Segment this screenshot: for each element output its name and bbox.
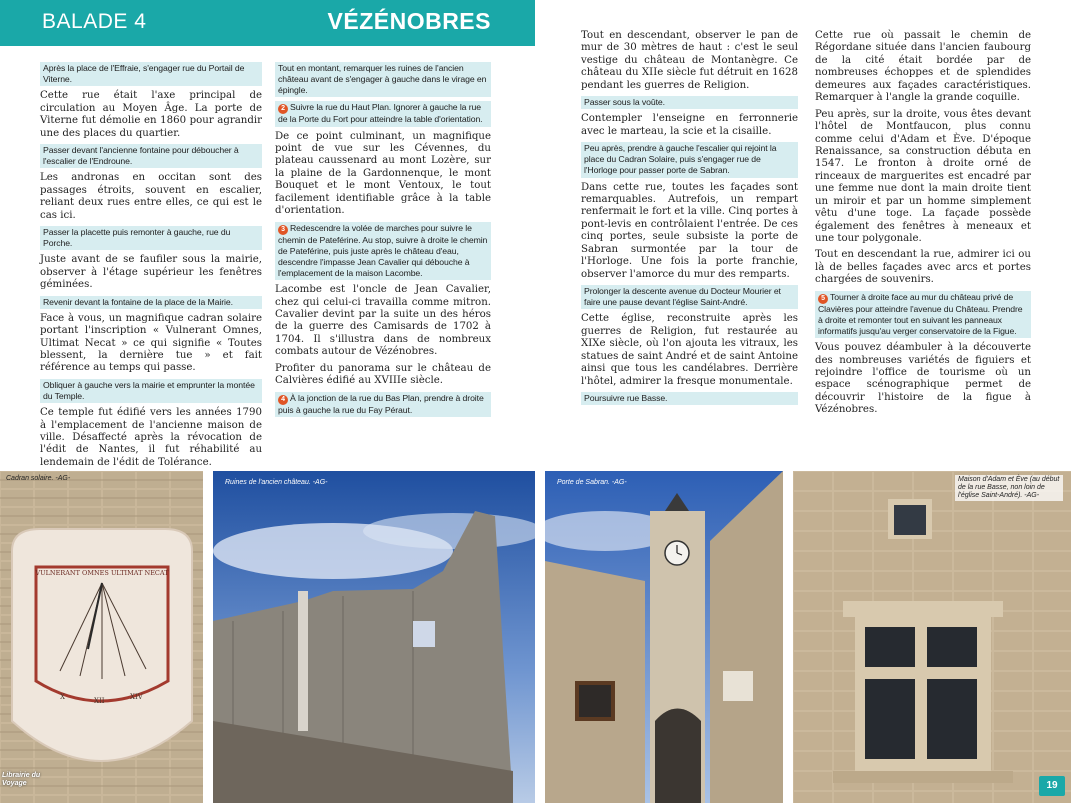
step-number-marker: 3 [278,225,288,235]
route-instruction [275,101,491,126]
description-paragraph [275,131,491,218]
block-text: Tout en descendant la rue, admirer ici ou là de belles façades avec arcs et portes chargées de souvenirs. [815,249,1031,286]
block-text: Suivre la rue du Haut Plan. Ignorer à gauche la rue de la Porte du Fort pour atteindre la table d'orientation. [278,102,483,125]
block-text: Passer devant l'ancienne fontaine pour déboucher à l'escalier de l'Endroune. [43,145,239,167]
route-instruction [40,296,262,309]
block-text: De ce point culminant, un magnifique point de vue sur les Cévennes, du plateau caussenard au mont Lozère, sur la plaine de la Gardonnenque, le mont Bouquet et le mont Ventoux, le tout facilement identifiable grâce à la table d'orientation. [275,130,491,217]
photo-caption: Ruines de l'ancien château. -AG- [225,479,328,486]
block-text: Passer sous la voûte. [584,97,665,108]
description-paragraph [40,313,262,375]
photo-maison-adam-eve [793,471,1071,803]
route-instruction [581,96,798,109]
text-column-1 [40,62,262,473]
photo-caption: Maison d'Adam et Ève (au début de la rue Basse, non loin de l'église Saint-André). -AG- [955,475,1063,501]
block-text: Lacombe est l'oncle de Jean Cavalier, chez qui celui-ci travailla comme mitron. Cavalier devint par la suite un des héros de la guerre des Camisards de 1702 à 1704. Il s'illustra dans de nombreux combats autour de Vézénobres. [275,284,491,358]
block-text: Cette rue était l'axe principal de circulation au Moyen Âge. La porte de Viterne fut démolie en 1860 pour agrandir une des places du quartier. [40,90,262,139]
sundial-numeral-center: XII [94,697,105,705]
text-column-4 [815,30,1031,421]
block-text: Juste avant de se faufiler sous la mairie, observer à l'étage supérieur les fenêtres géminées. [40,254,262,291]
block-text: À la jonction de la rue du Bas Plan, prendre à droite puis à gauche la rue du Fay Péraut. [278,392,484,415]
block-text: Profiter du panorama sur le château de Calvières édifié au XVIIIe siècle. [275,362,491,387]
page-header [0,0,535,46]
block-text: Redescendre la volée de marches pour suivre le chemin de Pateférine. Au stop, suivre à droite le chemin de Pateférine, puis juste après le château d'eau, descendre l'impasse Jean Cavalier qui débouche à l'emplacement de la maison Lacombe. [278,222,488,278]
route-instruction [581,392,798,405]
step-number-marker: 5 [818,294,828,304]
route-instruction [581,142,798,177]
place-title: VÉZÉNOBRES [327,8,491,34]
description-paragraph [815,30,1031,105]
block-text: Vous pouvez déambuler à la découverte des nombreuses variétés de figuiers et rejoindre l'office de tourisme où un espace scénographique permet de découvrir l'histoire de la figue à Vézénobres. [815,342,1031,416]
photo-porte-sabran [545,471,783,803]
block-text: Prolonger la descente avenue du Docteur Mourier et faire une pause devant l'église Saint-André. [584,286,781,308]
page-number: 19 [1039,776,1065,796]
block-text: Obliquer à gauche vers la mairie et emprunter la montée du Temple. [43,379,255,401]
route-instruction [275,392,491,417]
description-paragraph [581,182,798,282]
description-paragraph [40,407,262,469]
description-paragraph [581,30,798,92]
text-column-3 [581,30,798,409]
route-instruction [40,379,262,403]
block-text: Dans cette rue, toutes les façades sont remarquables. Autrefois, un rempart renfermait le fort et la ville. Cinq portes à pont-levis en contrôlaient l'entrée. De ces cinq portes, seule subsiste la porte de Sabran surmontée par la tour de l'Horloge. Une fois la porte franchie, observer l'amorce du mur des remparts. [581,181,798,280]
photo-caption: Porte de Sabran. -AG- [557,479,627,486]
block-text: Contempler l'enseigne en ferronnerie avec le marteau, la scie et la cisaille. [581,113,798,137]
description-paragraph [815,342,1031,417]
step-number-marker: 4 [278,395,288,405]
block-text: Ce temple fut édifié vers les années 1790 à l'emplacement de l'ancienne maison de ville. Désaffecté après la révocation de l'édit de Nantes, il fut réhabilité au lendemain de l'édit de Tolérance. [40,407,262,468]
route-instruction [581,285,798,309]
photo-caption: Cadran solaire. -AG- [6,475,71,482]
route-instruction [40,62,262,86]
text-column-2 [275,62,491,421]
publisher-logo: Librairie du Voyage [2,772,41,787]
block-text: Tourner à droite face au mur du château privé de Clavières pour atteindre l'avenue du Château. Prendre à droite et remonter tout en suivant les panneaux informatifs jusqu'au verger conservatoire de la Figue. [818,291,1023,336]
block-text: Tout en descendant, observer le pan de mur de 30 mètres de haut : c'est le seul vestige du château de Montanègre. Ce château du XIIe siècle fut détruit en 1628 pendant les guerres de Religion. [581,30,798,91]
block-text: Poursuivre rue Basse. [584,392,668,403]
block-text: Tout en montant, remarquer les ruines de l'ancien château avant de s'engager à gauche dans le virage en épingle. [278,63,487,96]
block-text: Les andronas en occitan sont des passages étroits, souvent en escalier, reliant deux rues entre elles, ce qui est le cas ici. [40,172,262,221]
block-text: Face à vous, un magnifique cadran solaire portant l'inscription « Vulnerant Omnes, Ultimat Necat » ce qui signifie « Toutes blessent, la dernière tue » et fait référence au temps qui passe. [40,312,262,374]
description-paragraph [40,90,262,140]
block-text: Cette église, reconstruite après les guerres de Religion, fut restaurée au XIXe siècle, où l'on ajouta les vitraux, les statues de saint André et de saint Antoine ainsi que tous les candélabres. Derrière l'hôtel, admirer la fresque monumentale. [581,313,798,387]
description-paragraph [815,249,1031,286]
block-text: Cette rue où passait le chemin de Régordane située dans l'ancien faubourg de la cité était bordée par de nombreuses échoppes et de splendides demeures aux façades caractéristiques. Remarquer à l'angle la grande coquille. [815,30,1031,104]
description-paragraph [581,113,798,138]
description-paragraph [40,172,262,222]
balade-label: BALADE 4 [42,10,147,33]
description-paragraph [581,313,798,388]
sundial-inscription: VULNERANT OMNES ULTIMAT NECAT [35,569,169,577]
route-instruction [275,222,491,281]
block-text: Passer la placette puis remonter à gauche, rue du Porche. [43,227,231,249]
sundial-numeral-left: X [60,693,65,701]
description-paragraph [275,363,491,388]
route-instruction [40,226,262,250]
route-instruction [40,144,262,168]
photo-castle-ruins [213,471,535,803]
block-text: Peu après, prendre à gauche l'escalier qui rejoint la place du Cadran Solaire, puis s'engager rue de l'Horloge pour passer porte de Sabran. [584,143,777,176]
description-paragraph [40,254,262,291]
description-paragraph [275,284,491,359]
sundial-numeral-right: XIV [130,693,143,701]
block-text: Revenir devant la fontaine de la place de la Mairie. [43,296,233,307]
route-instruction [275,62,491,97]
block-text: Après la place de l'Effraie, s'engager rue du Portail de Viterne. [43,63,245,85]
step-number-marker: 2 [278,104,288,114]
photo-sundial [0,471,203,803]
block-text: Peu après, sur la droite, vous êtes devant l'hôtel de Montfaucon, plus connu comme celui d'Adam et Ève. D'époque Renaissance, sa construction débuta en 1547. Le fronton à droite orné de rinceaux de marguerites est encadré par une femme nue dont la main droite tient un miroir et par un homme simplement vêtu d'une toge. La façade possède également des fenêtres à meneaux et une tour polygonale. [815,108,1031,244]
description-paragraph [815,109,1031,246]
route-instruction [815,291,1031,338]
